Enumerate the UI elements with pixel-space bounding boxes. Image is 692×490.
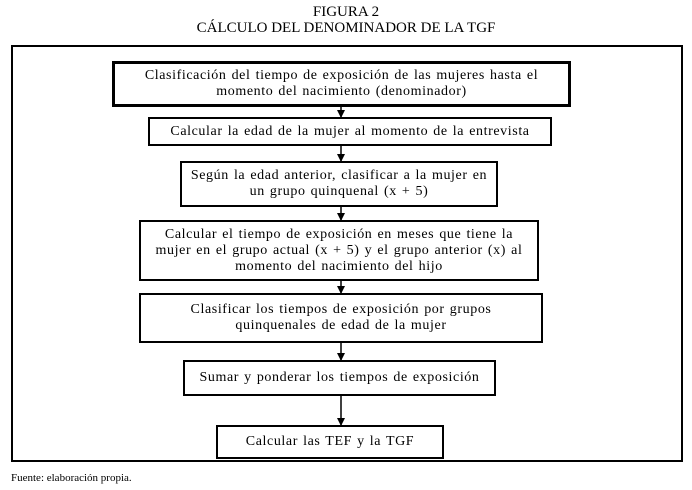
- step-5-box: Clasificar los tiempos de exposición por grupos quinquenales de edad de la mujer: [139, 293, 543, 343]
- step-6-box: Sumar y ponderar los tiempos de exposición: [183, 360, 496, 396]
- step-7-box: Calcular las TEF y la TGF: [216, 425, 444, 459]
- step-3-box: Según la edad anterior, clasificar a la mujer en un grupo quinquenal (x + 5): [180, 161, 498, 207]
- step-4-box: Calcular el tiempo de exposición en meses que tiene la mujer en el grupo actual (x + 5) y el grupo anterior (x) al momento del nacimiento del hijo: [139, 220, 539, 281]
- source-note: Fuente: elaboración propia.: [11, 472, 132, 484]
- step-1-box: Clasificación del tiempo de exposición de las mujeres hasta el momento del nacimiento (denominador): [112, 61, 571, 107]
- figure-title: CÁLCULO DEL DENOMINADOR DE LA TGF: [196, 20, 496, 36]
- step-2-box: Calcular la edad de la mujer al momento de la entrevista: [148, 117, 552, 146]
- figure-number: FIGURA 2: [312, 4, 380, 20]
